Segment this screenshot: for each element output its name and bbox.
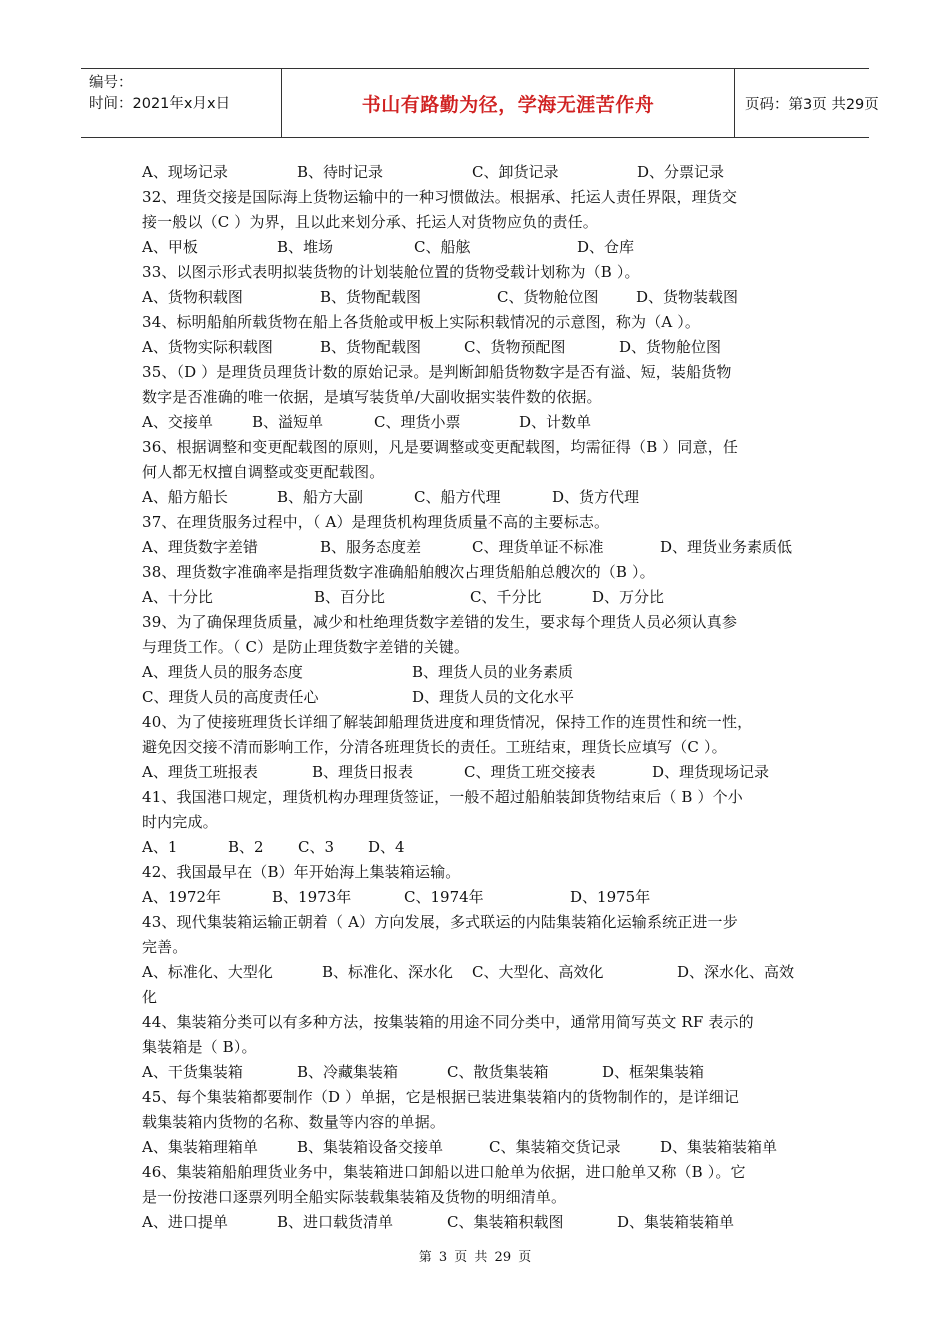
answer-options	[142, 485, 812, 510]
answer-option: B、服务态度差	[320, 538, 422, 556]
answer-option: C、理货小票	[374, 413, 461, 431]
question-text: 与理货工作。（ C）是防止理货数字差错的关键。	[142, 638, 470, 656]
answer-option: A、理货数字差错	[142, 538, 258, 556]
answer-option: D、理货现场记录	[652, 763, 770, 781]
question-text: 42、我国最早在（B）年开始海上集装箱运输。	[142, 863, 461, 881]
answer-option: D、深水化、高效	[677, 963, 795, 981]
answer-options	[142, 760, 812, 785]
answer-option: A、集装箱理箱单	[142, 1138, 258, 1156]
answer-option: C、集装箱交货记录	[489, 1138, 621, 1156]
answer-option: B、百分比	[314, 588, 386, 606]
answer-option: B、待时记录	[297, 163, 384, 181]
question-text: 数字是否准确的唯一依据，是填写装货单/大副收据实装件数的依据。	[142, 388, 602, 406]
question-list	[142, 160, 812, 1235]
answer-option: B、溢短单	[252, 413, 324, 431]
answer-option: C、集装箱积载图	[447, 1213, 564, 1231]
answer-option: A、1972年	[142, 888, 222, 906]
answer-option: C、大型化、高效化	[472, 963, 604, 981]
answer-option: A、货物实际积载图	[142, 338, 273, 356]
question-text: 完善。	[142, 938, 188, 956]
question-text: 集装箱是（ B）。	[142, 1038, 257, 1056]
answer-option: C、散货集装箱	[447, 1063, 549, 1081]
question-text: 33、以图示形式表明拟装货物的计划装舱位置的货物受载计划称为（B ）。	[142, 263, 640, 281]
answer-options	[142, 585, 812, 610]
question-text: 何人都无权擅自调整或变更配载图。	[142, 463, 385, 481]
question-text: 时内完成。	[142, 813, 218, 831]
answer-option: A、理货人员的服务态度	[142, 663, 303, 681]
answer-option: D、集装箱装箱单	[660, 1138, 778, 1156]
answer-option: D、4	[368, 838, 405, 856]
answer-option: B、货物配载图	[320, 288, 422, 306]
answer-option: A、甲板	[142, 238, 198, 256]
answer-option: A、船方船长	[142, 488, 228, 506]
question-text: 41、我国港口规定，理货机构办理理货签证，一般不超过船舶装卸货物结束后（ B ）个小	[142, 788, 743, 806]
answer-option: C、卸货记录	[472, 163, 559, 181]
question-text: 37、在理货服务过程中，（ A）是理货机构理货质量不高的主要标志。	[142, 513, 610, 531]
answer-option: A、进口提单	[142, 1213, 228, 1231]
answer-option: D、货物装载图	[636, 288, 739, 306]
answer-option: A、干货集装箱	[142, 1063, 243, 1081]
question-text: 是一份按港口逐票列明全船实际装载集装箱及货物的明细清单。	[142, 1188, 567, 1206]
answer-option: D、集装箱装箱单	[617, 1213, 735, 1231]
question-text: 45、每个集装箱都要制作（D ）单据，它是根据已装进集装箱内的货物制作的，是详细记	[142, 1088, 740, 1106]
answer-options	[142, 960, 812, 985]
answer-options	[142, 335, 812, 360]
answer-option: D、仓库	[577, 238, 635, 256]
question-text: 接一般以（C ）为界，且以此来划分承、托运人对货物应负的责任。	[142, 213, 598, 231]
answer-option: D、理货人员的文化水平	[412, 688, 575, 706]
answer-option: B、船方大副	[277, 488, 364, 506]
question-text: 40、为了使接班理货长详细了解装卸船理货进度和理货情况，保持工作的连贯性和统一性，	[142, 713, 753, 731]
question-text: 32、理货交接是国际海上货物运输中的一种习惯做法。根据承、托运人责任界限，理货交	[142, 188, 738, 206]
answer-option: B、货物配载图	[320, 338, 422, 356]
answer-options	[142, 835, 812, 860]
answer-option: A、理货工班报表	[142, 763, 258, 781]
header-page-info: 页码：第3页 共29页	[745, 96, 879, 113]
answer-option: C、货物预配图	[464, 338, 566, 356]
question-text: 39、为了确保理货质量，减少和杜绝理货数字差错的发生，要求每个理货人员必须认真参	[142, 613, 738, 631]
page-footer: 第 3 页 共 29 页	[418, 1250, 532, 1265]
answer-options	[142, 285, 812, 310]
answer-option: C、3	[298, 838, 335, 856]
question-text: 46、集装箱船舶理货业务中，集装箱进口卸船以进口舱单为依据，进口舱单又称（B ）。它	[142, 1163, 746, 1181]
answer-option: B、标准化、深水化	[322, 963, 454, 981]
question-text: 38、理货数字准确率是指理货数字准确船舶艘次占理货船舶总艘次的（B ）。	[142, 563, 655, 581]
answer-option: C、船方代理	[414, 488, 501, 506]
answer-options	[142, 685, 812, 710]
question-text: 34、标明船舶所载货物在船上各货舱或甲板上实际积载情况的示意图，称为（A ）。	[142, 313, 701, 331]
answer-option: B、冷藏集装箱	[297, 1063, 399, 1081]
answer-option: A、交接单	[142, 413, 213, 431]
answer-option: D、万分比	[592, 588, 665, 606]
document-date: 时间：2021年x月x日	[89, 96, 231, 112]
answer-option: A、标准化、大型化	[142, 963, 273, 981]
answer-option: A、现场记录	[142, 163, 228, 181]
answer-options	[142, 1135, 812, 1160]
answer-option: D、理货业务素质低	[660, 538, 793, 556]
answer-option: C、理货人员的高度责任心	[142, 688, 319, 706]
answer-option: A、货物积载图	[142, 288, 243, 306]
answer-options	[142, 535, 812, 560]
answer-option: D、分票记录	[637, 163, 725, 181]
question-text: 43、现代集装箱运输正朝着（ A）方向发展，多式联运的内陆集装箱化运输系统正进一步	[142, 913, 738, 931]
answer-option: D、货方代理	[552, 488, 640, 506]
document-number-label: 编号：	[89, 75, 133, 91]
answer-option: C、理货工班交接表	[464, 763, 596, 781]
answer-options	[142, 235, 812, 260]
answer-options	[142, 660, 812, 685]
answer-option: C、1974年	[404, 888, 484, 906]
question-text: 载集装箱内货物的名称、数量等内容的单据。	[142, 1113, 446, 1131]
answer-option: B、理货人员的业务素质	[412, 663, 574, 681]
header-left-cell	[81, 69, 282, 137]
answer-option: B、集装箱设备交接单	[297, 1138, 444, 1156]
answer-option: D、框架集装箱	[602, 1063, 705, 1081]
answer-options	[142, 1210, 812, 1235]
header-page-cell	[735, 69, 879, 137]
header-motto: 书山有路勤为径，学海无涯苦作舟	[361, 93, 655, 116]
answer-option: A、1	[142, 838, 178, 856]
answer-option: D、1975年	[570, 888, 651, 906]
question-text: 35、（D ）是理货员理货计数的原始记录。是判断卸船货物数字是否有溢、短，装船货物	[142, 363, 732, 381]
answer-option: C、理货单证不标准	[472, 538, 604, 556]
answer-option: B、进口载货清单	[277, 1213, 394, 1231]
answer-option: C、船舷	[414, 238, 471, 256]
answer-options	[142, 160, 812, 185]
answer-option: B、堆场	[277, 238, 334, 256]
page-header	[81, 68, 879, 138]
question-text: 44、集装箱分类可以有多种方法，按集装箱的用途不同分类中，通常用简写英文 RF 表示的	[142, 1013, 754, 1031]
question-text: 36、根据调整和变更配载图的原则，凡是要调整或变更配载图，均需征得（B ）同意，任	[142, 438, 739, 456]
answer-option: D、货物舱位图	[619, 338, 722, 356]
answer-option: C、千分比	[470, 588, 542, 606]
answer-option: B、理货日报表	[312, 763, 414, 781]
answer-option: B、2	[228, 838, 264, 856]
answer-option: B、1973年	[272, 888, 352, 906]
answer-options	[142, 1060, 812, 1085]
answer-options	[142, 410, 812, 435]
question-text: 化	[142, 988, 158, 1006]
question-text: 避免因交接不清而影响工作，分清各班理货长的责任。工班结束，理货长应填写（C ）。	[142, 738, 727, 756]
answer-options	[142, 885, 812, 910]
answer-option: D、计数单	[519, 413, 592, 431]
answer-option: C、货物舱位图	[497, 288, 599, 306]
header-motto-cell	[282, 69, 735, 137]
answer-option: A、十分比	[142, 588, 213, 606]
